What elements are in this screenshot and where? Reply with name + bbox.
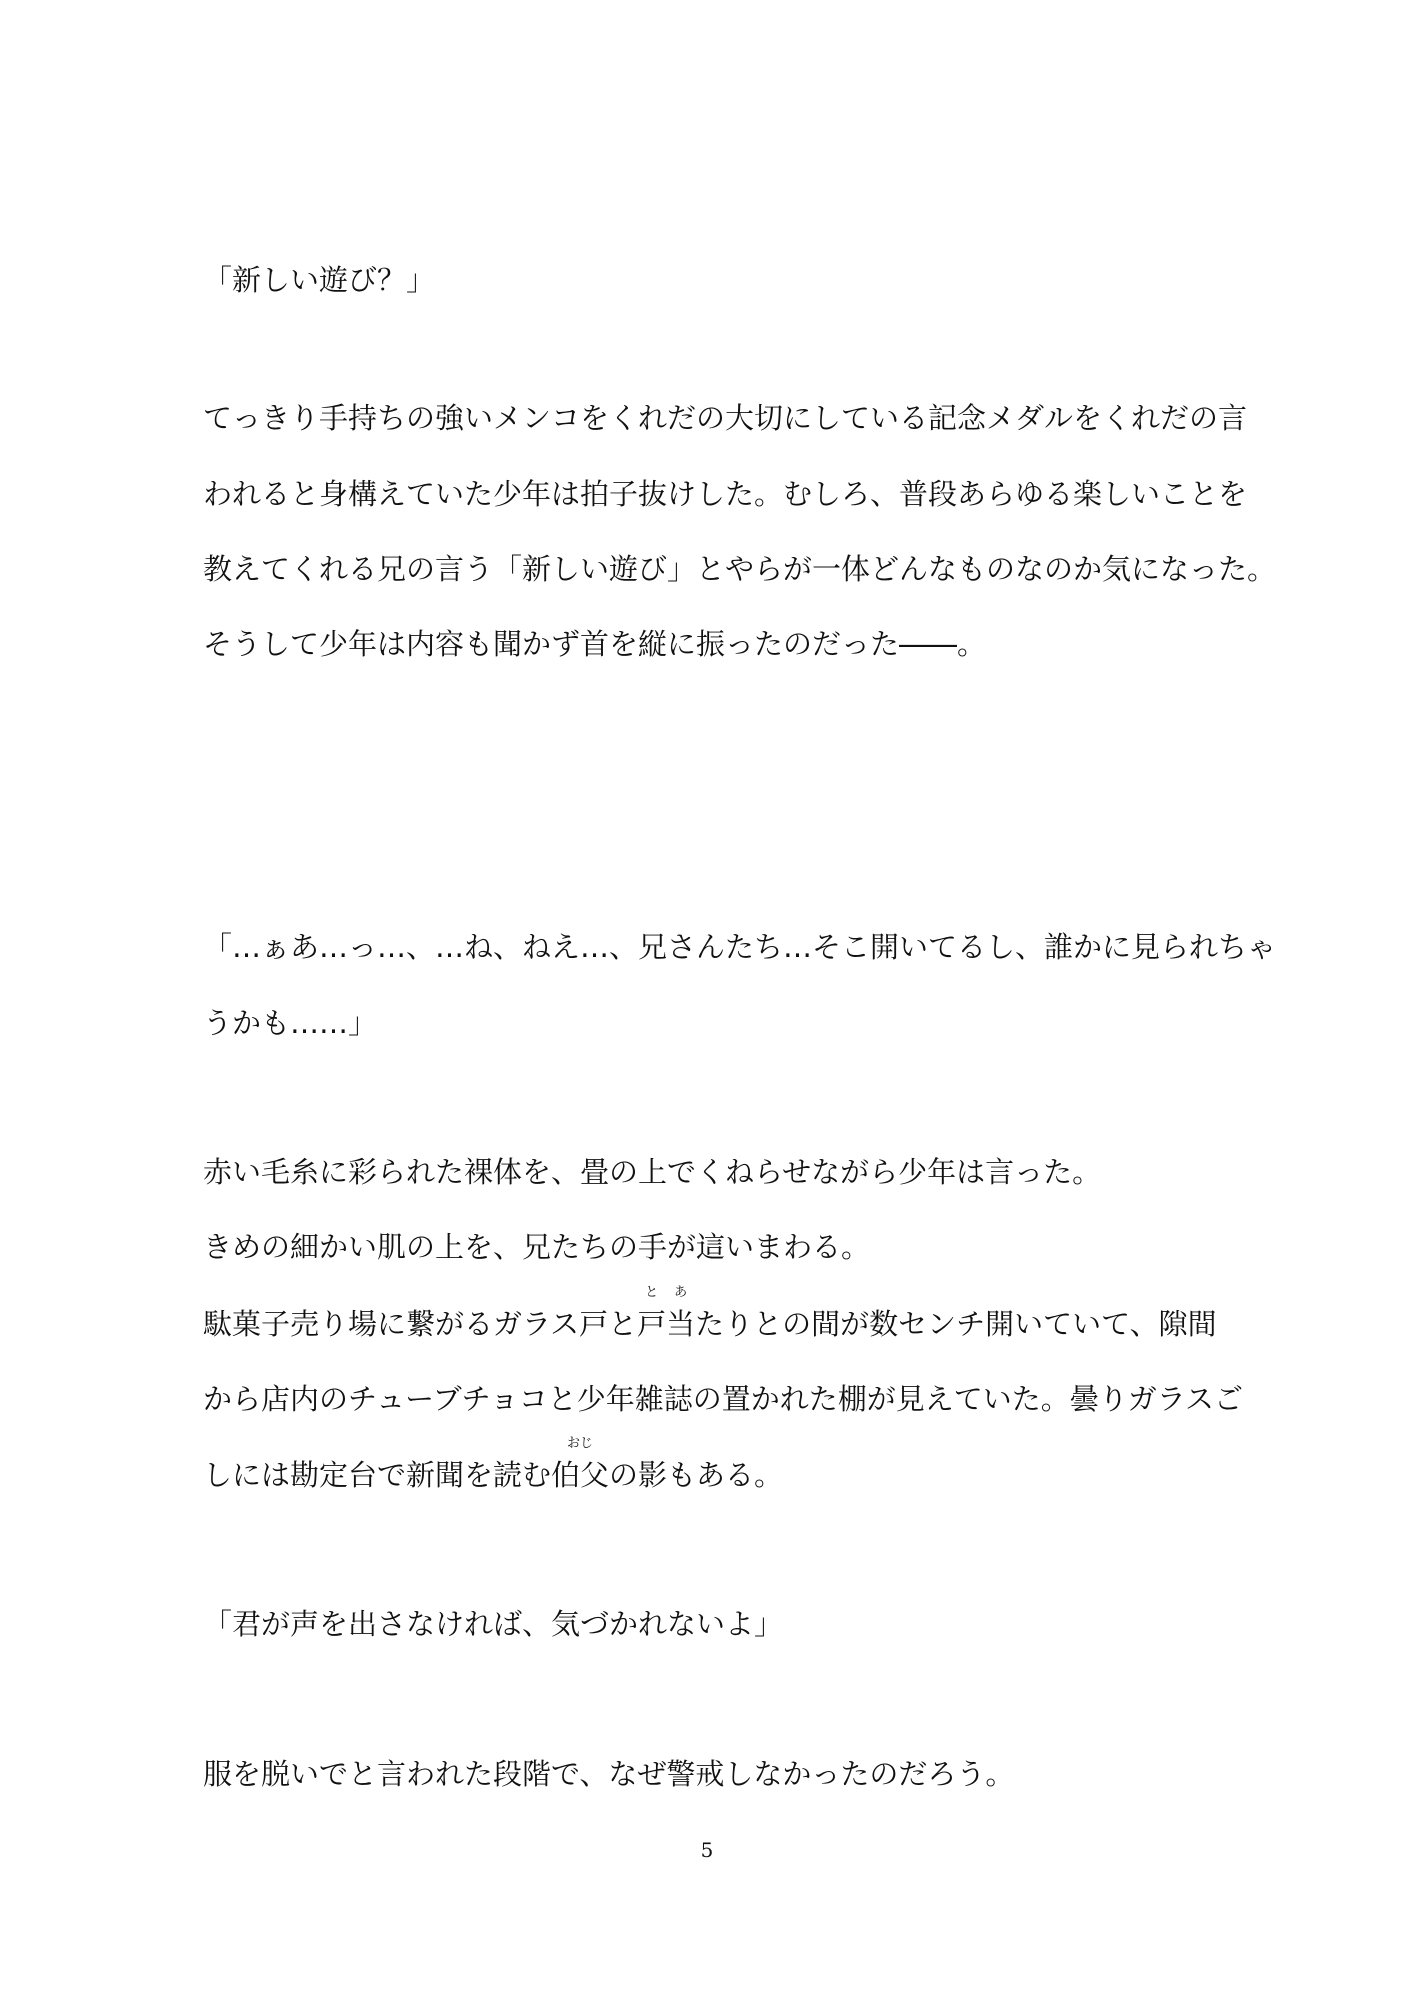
text-segment: の影もある。 [609,1458,784,1492]
paragraph-line-with-ruby [203,1436,1213,1493]
ruby-reading: あ [674,1285,688,1300]
paragraph-line: 赤い毛糸に彩られた裸体を、畳の上でくねらせながら少年は言った。 [203,1155,1102,1189]
ruby-reading: おじ [567,1436,594,1451]
text-segment: 駄菓子売り場に繋がるガラス戸と [203,1307,638,1341]
ruby-base [637,1285,667,1342]
paragraph-line: 「君が声を出さなければ、気づかれないよ」 [203,1607,784,1641]
text-segment: たりとの間が数センチ開いていて、隙間 [695,1307,1217,1341]
paragraph-line: われると身構えていた少年は拍子抜けした。むしろ、普段あらゆる楽しいことを [203,477,1248,511]
paragraph-line: 「…ぁあ…っ…、…ね、ねえ…、兄さんたち…そこ開いてるし、誰かに見られちゃ [203,930,1277,964]
ruby-base [666,1285,696,1342]
paragraph-line: きめの細かい肌の上を、兄たちの手が這いまわる。 [203,1230,871,1264]
paragraph-line: から店内のチューブチョコと少年雑誌の置かれた棚が見えていた。曇りガラスご [203,1382,1243,1416]
ruby-base-text: 戸 [637,1307,667,1341]
paragraph-line: 服を脱いでと言われた段階で、なぜ警戒しなかったのだろう。 [203,1757,1015,1791]
paragraph-line: 教えてくれる兄の言う「新しい遊び」とやらが一体どんなものなのか気になった。 [203,552,1277,586]
ruby-reading: と [645,1285,659,1300]
text-segment: しには勘定台で新聞を読む [203,1458,552,1492]
ruby-base [551,1436,610,1493]
ruby-base-text: 伯父 [551,1458,610,1492]
paragraph-line: てっきり手持ちの強いメンコをくれだの大切にしている記念メダルをくれだの言 [203,401,1248,435]
paragraph-line: うかも……」 [203,1006,378,1040]
paragraph-line-with-ruby [203,1285,1217,1342]
ruby-base-text: 当 [666,1307,696,1341]
paragraph-line: そうして少年は内容も聞かず首を縦に振ったのだった――。 [203,627,987,661]
page-number: 5 [700,1838,714,1862]
paragraph-line: 「新しい遊び？」 [203,263,436,297]
